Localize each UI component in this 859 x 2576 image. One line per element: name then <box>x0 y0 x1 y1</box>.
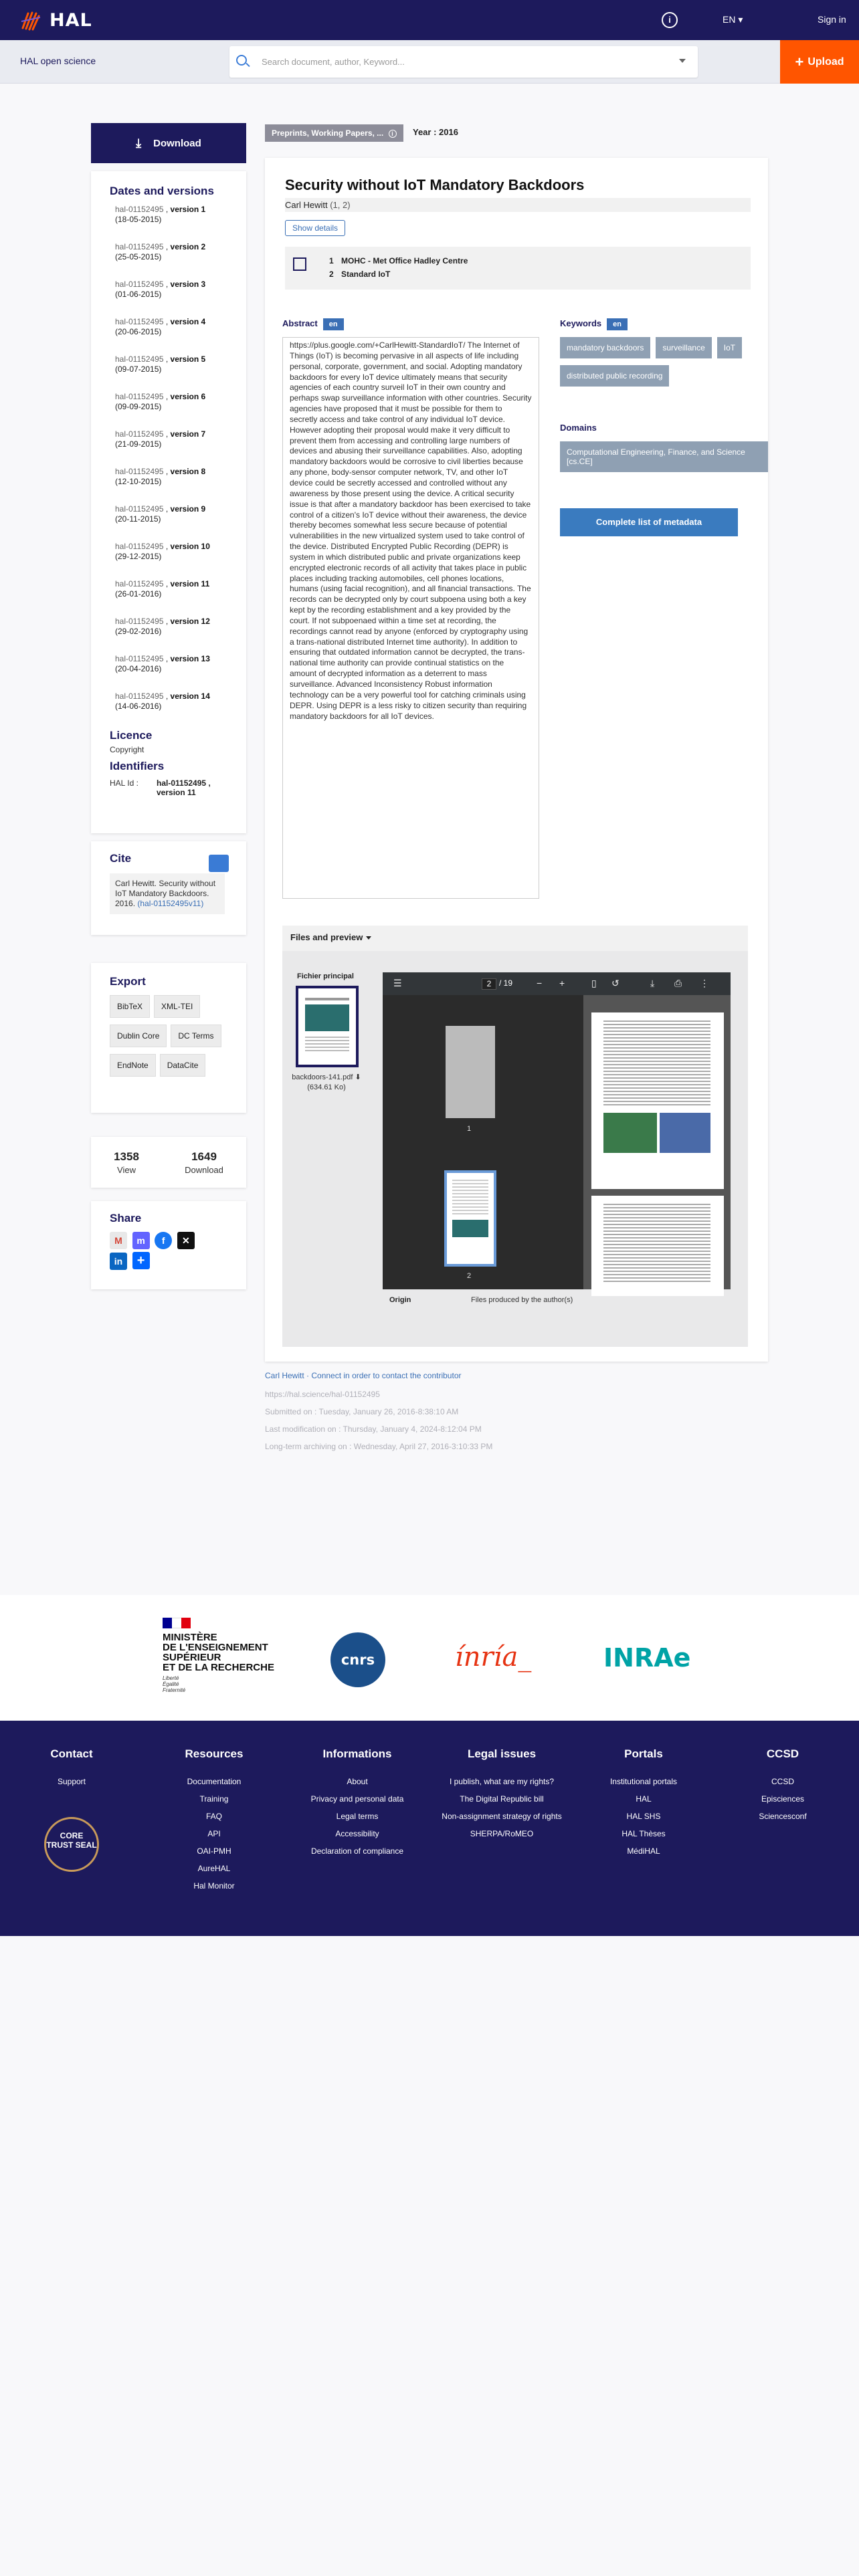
version-number: version 12 <box>170 617 210 626</box>
core-trust-seal-logo[interactable]: CORE TRUST SEAL <box>44 1817 99 1872</box>
citation-link[interactable]: (hal-01152495v11) <box>137 899 204 908</box>
version-number: version 8 <box>170 467 206 476</box>
footer-link[interactable]: HAL <box>636 1794 652 1804</box>
footer-link[interactable]: HAL Thèses <box>622 1829 666 1838</box>
more-share-icon[interactable]: + <box>132 1252 150 1269</box>
versions-list <box>110 205 227 712</box>
version-id[interactable]: hal-01152495 <box>115 691 164 701</box>
thumb-label-1: 1 <box>467 1125 472 1133</box>
affiliation-2[interactable] <box>329 270 390 279</box>
footer-link[interactable]: Hal Monitor <box>193 1881 235 1891</box>
footer-resources <box>161 1747 268 1895</box>
version-id[interactable]: hal-01152495 <box>115 392 164 401</box>
domain-tag[interactable]: Computational Engineering, Finance, and Science [cs.CE] <box>560 441 768 472</box>
ministry-name <box>163 1632 274 1673</box>
copy-icon[interactable] <box>209 855 229 872</box>
version-date: (29-12-2015) <box>115 552 162 561</box>
export-button[interactable]: XML-TEI <box>154 995 200 1018</box>
footer-link[interactable]: Non-assignment strategy of rights <box>442 1812 562 1821</box>
version-date: (26-01-2016) <box>115 589 162 599</box>
footer-link[interactable]: About <box>347 1777 368 1786</box>
portal-name[interactable]: HAL open science <box>20 56 96 66</box>
version-number: version 1 <box>170 205 206 214</box>
version-item[interactable]: hal-01152495 , version 3 (01-06-2015) <box>115 280 206 299</box>
versions-title: Dates and versions <box>110 185 214 197</box>
share-title: Share <box>110 1212 142 1224</box>
download-button[interactable] <box>91 123 246 163</box>
affiliation-name: Standard IoT <box>341 270 391 279</box>
version-number: version 14 <box>170 691 210 701</box>
version-number: version 7 <box>170 429 206 439</box>
keywords-label: Keywords <box>560 318 602 328</box>
facebook-icon[interactable]: f <box>155 1232 172 1249</box>
footer-heading: Informations <box>322 1747 392 1760</box>
files-panel <box>282 951 748 1347</box>
complete-metadata-button[interactable]: Complete list of metadata <box>560 508 738 536</box>
licence-title: Licence <box>110 729 153 742</box>
contributor-line: Carl Hewitt · Connect in order to contact the contributor <box>265 1371 462 1380</box>
site-footer <box>0 1721 859 1936</box>
page-total: / 19 <box>499 978 513 988</box>
motto-line: Fraternité <box>163 1687 186 1693</box>
keywords-list <box>560 337 761 393</box>
ministry-line: SUPÉRIEUR <box>163 1652 221 1663</box>
search-icon[interactable] <box>236 55 247 66</box>
keyword-tag[interactable]: IoT <box>717 337 742 358</box>
footer-link[interactable]: FAQ <box>205 1812 222 1821</box>
export-button[interactable]: Dublin Core <box>110 1025 167 1047</box>
version-id[interactable]: hal-01152495 <box>115 467 164 476</box>
version-number: version 3 <box>170 280 206 289</box>
version-item[interactable]: hal-01152495 , version 12 (29-02-2016) <box>115 617 210 636</box>
identifiers-section <box>110 760 227 798</box>
footer-ccsd <box>736 1747 830 1825</box>
version-id[interactable]: hal-01152495 <box>115 242 164 251</box>
export-button[interactable]: EndNote <box>110 1054 156 1077</box>
version-id[interactable]: hal-01152495 <box>115 617 164 626</box>
files-preview-toggle[interactable]: Files and preview <box>290 932 371 942</box>
mastodon-icon[interactable]: m <box>132 1232 150 1249</box>
thumbnails-pane <box>383 995 583 1289</box>
downloads-count: 1649 <box>191 1150 217 1163</box>
version-date: (25-05-2015) <box>115 252 162 261</box>
version-date: (12-10-2015) <box>115 477 162 486</box>
version-date: (14-06-2016) <box>115 702 162 711</box>
version-item[interactable]: hal-01152495 , version 9 (20-11-2015) <box>115 504 206 524</box>
download-icon: ⤓ <box>136 136 142 150</box>
origin-label: Origin <box>389 1296 411 1304</box>
footer-heading: Legal issues <box>467 1747 537 1760</box>
version-date: (20-06-2015) <box>115 327 162 336</box>
zoom-out-icon[interactable]: − <box>537 978 543 988</box>
authors-line <box>285 198 751 212</box>
zoom-in-icon[interactable]: + <box>559 978 565 988</box>
partners-band <box>0 1595 859 1721</box>
chevron-down-icon[interactable] <box>679 59 686 63</box>
footer-heading: Resources <box>185 1747 244 1760</box>
upload-button[interactable] <box>780 40 859 84</box>
abstract-heading <box>282 318 344 330</box>
sign-in-link[interactable]: Sign in <box>818 14 846 25</box>
modified-date: Last modification on : Thursday, January 4, 2024-8:12:04 PM <box>265 1424 482 1434</box>
motto-line: Égalité <box>163 1681 179 1687</box>
affiliation-1[interactable] <box>329 256 468 265</box>
motto-line: Liberté <box>163 1675 179 1681</box>
ministry-line: DE L'ENSEIGNEMENT <box>163 1642 268 1653</box>
building-icon <box>293 257 306 271</box>
inrae-logo[interactable]: INRAe <box>603 1643 691 1673</box>
page-render <box>591 1012 724 1189</box>
affiliations-box <box>285 247 751 290</box>
footer-link[interactable]: The Digital Republic bill <box>460 1794 544 1804</box>
downloads-stat <box>185 1150 223 1175</box>
footer-link[interactable]: AureHAL <box>197 1864 231 1873</box>
identifiers-title: Identifiers <box>110 760 165 772</box>
citation-body: Carl Hewitt. Security without IoT Mandatory Backdoors. 2016. <box>115 879 216 908</box>
footer-link[interactable]: I publish, what are my rights? <box>449 1777 555 1786</box>
sidebar-toggle-icon[interactable]: ☰ <box>393 978 402 988</box>
submitted-date: Submitted on : Tuesday, January 26, 2016-8:38:10 AM <box>265 1407 459 1416</box>
version-id[interactable]: hal-01152495 <box>115 579 164 588</box>
share-card <box>91 1201 246 1289</box>
version-date: (29-02-2016) <box>115 627 162 636</box>
footer-link[interactable]: Documentation <box>187 1777 242 1786</box>
downloads-label: Download <box>185 1164 223 1175</box>
year-label: Year : 2016 <box>413 127 458 137</box>
portal-bar <box>0 40 859 84</box>
info-icon[interactable]: i <box>662 12 678 28</box>
x-icon[interactable]: ✕ <box>177 1232 195 1249</box>
main-file-label: Fichier principal <box>297 972 354 980</box>
version-item[interactable]: hal-01152495 , version 14 (14-06-2016) <box>115 691 210 711</box>
abstract-label: Abstract <box>282 318 318 328</box>
rotate-icon[interactable]: ↺ <box>611 978 619 988</box>
version-date: (09-07-2015) <box>115 364 162 374</box>
more-options-icon[interactable]: ⋮ <box>700 978 709 988</box>
footer-link[interactable]: Legal terms <box>336 1812 379 1821</box>
citation-text <box>110 873 225 914</box>
caret-down-icon: ▾ <box>738 14 743 25</box>
contact-contributor-link[interactable]: Connect in order to contact the contributor <box>311 1371 462 1380</box>
pdf-download-icon[interactable]: ⤓ <box>650 978 655 988</box>
version-date: (20-11-2015) <box>115 514 161 524</box>
hal-id-value[interactable]: hal-01152495 , version 11 <box>157 778 211 797</box>
hal-id-label: HAL Id : <box>110 778 138 788</box>
author-link[interactable]: Carl Hewitt <box>285 200 328 210</box>
top-navbar <box>0 0 859 40</box>
version-number: version 5 <box>170 354 206 364</box>
footer-link[interactable]: API <box>207 1829 221 1838</box>
footer-informations <box>290 1747 424 1860</box>
abstract-text: https://plus.google.com/+CarlHewitt-StandardIoT/ The Internet of Things (IoT) is becoming pervasive in all aspects of life including personal, corporate, government, and social. Adopting mandatory backdoors for every IoT device ultimately means that security agencies of each country surveil IoT in their own country and perhaps swap surveillance information with other countries. Security agencies have proposed that it must be possible for them to secretly access and take control of any individual IoT device. However adopting their proposal would make it very difficult to prevent them from accessing and controlling large numbers of devices and abusing their surveillance capabilities. Also, adopting mandatory backdoors would be corrosive to civil liberties because any phone, body-sensor computer network, TV, and other IoT device could be secretly accessed and controlled without any awareness by those present using the device. A critical security issue is that after a mandatory backdoor has been exercised to take control of a citizen's IoT device without their awareness, the device thereby becomes somewhat less secure because of potential vulnerabilities in the new virtualized system used to take control of the device. Distributed Encrypted Public Recording (DEPR) is system in which distributed public and private organizations keep encrypted electronic records of all activity that takes place in public places including tracking automobiles, cell phones locations, humans (using facial recognition), and all financial transactions. The records can be decrypted only by court subpoena using both a key kept by the recording establishment and a key provided by the court. If not subpoenaed within a time set at recording, the recordings cannot read by anyone (enforced by cryptography using a trans-national distributed Internet time authority). In addition to ensuring that outdated information cannot be decrypted, the trans-national time authority can provide continual statistics on the amount of decrypted information as a deterrent to mass surveillance. Advanced Inconsistency Robust information technology can be a very powerful tool for catching criminals using DEPR. Using DEPR is a less risky to citizen security than requiring mandatory backdoors for all IoT devices. <box>282 337 539 899</box>
version-item[interactable]: hal-01152495 , version 13 (20-04-2016) <box>115 654 210 673</box>
french-flag-icon <box>163 1618 191 1628</box>
export-button[interactable]: DC Terms <box>171 1025 221 1047</box>
version-date: (21-09-2015) <box>115 439 162 449</box>
footer-portals <box>583 1747 704 1860</box>
version-item[interactable]: hal-01152495 , version 5 (09-07-2015) <box>115 354 206 374</box>
version-date: (20-04-2016) <box>115 664 162 673</box>
version-id[interactable]: hal-01152495 <box>115 280 164 289</box>
document-uri[interactable]: https://hal.science/hal-01152495 <box>265 1390 380 1399</box>
export-card <box>91 963 246 1113</box>
page-thumbnail-1[interactable] <box>446 1026 495 1118</box>
fit-page-icon[interactable]: ▯ <box>591 978 597 988</box>
document-type-label: Preprints, Working Papers, ... <box>272 128 384 138</box>
version-number: version 2 <box>170 242 206 251</box>
plus-icon: + <box>795 53 804 70</box>
version-number: version 10 <box>170 542 210 551</box>
keyword-tag[interactable]: mandatory backdoors <box>560 337 650 358</box>
pdf-toolbar <box>383 972 731 995</box>
version-item[interactable]: hal-01152495 , version 10 (29-12-2015) <box>115 542 210 561</box>
origin-value: Files produced by the author(s) <box>471 1296 573 1304</box>
keywords-heading <box>560 318 628 330</box>
ministry-line: MINISTÈRE <box>163 1632 217 1643</box>
thumb-label-2: 2 <box>467 1272 472 1280</box>
version-id[interactable]: hal-01152495 <box>115 354 164 364</box>
file-name: backdoors-141.pdf <box>292 1073 353 1081</box>
export-formats <box>110 995 227 1083</box>
version-id[interactable]: hal-01152495 <box>115 205 164 214</box>
hal-logo[interactable] <box>19 8 92 32</box>
contributor-name[interactable]: Carl Hewitt <box>265 1371 304 1380</box>
author-affiliations: (1, 2) <box>330 200 351 210</box>
version-item[interactable]: hal-01152495 , version 6 (09-09-2015) <box>115 392 206 411</box>
footer-link[interactable]: MédiHAL <box>627 1846 660 1856</box>
export-button[interactable]: BibTeX <box>110 995 150 1018</box>
ministry-line: ET DE LA RECHERCHE <box>163 1662 274 1673</box>
footer-heading: CCSD <box>766 1747 799 1760</box>
footer-heading: Portals <box>624 1747 663 1760</box>
files-section <box>282 926 748 1347</box>
search-input[interactable] <box>262 54 636 69</box>
footer-link[interactable]: Privacy and personal data <box>310 1794 404 1804</box>
footer-legal <box>421 1747 582 1842</box>
footer-link[interactable]: Institutional portals <box>609 1777 678 1786</box>
file-thumbnail[interactable] <box>296 986 359 1067</box>
cite-card <box>91 841 246 935</box>
footer-link[interactable]: OAI-PMH <box>197 1846 231 1856</box>
search-box <box>229 46 698 78</box>
version-item[interactable]: hal-01152495 , version 8 (12-10-2015) <box>115 467 206 486</box>
show-details-button[interactable]: Show details <box>285 220 345 236</box>
document-title: Security without IoT Mandatory Backdoors <box>285 177 585 193</box>
footer-link[interactable]: Sciencesconf <box>759 1812 807 1821</box>
version-date: (18-05-2015) <box>115 215 162 224</box>
views-count: 1358 <box>114 1150 139 1163</box>
footer-link[interactable]: Support <box>57 1777 86 1786</box>
cnrs-logo[interactable]: cnrs <box>330 1632 385 1687</box>
page-number-input[interactable]: 2 <box>482 978 496 990</box>
version-item[interactable]: hal-01152495 , version 1 (18-05-2015) <box>115 205 206 224</box>
gmail-icon[interactable]: M <box>110 1232 127 1249</box>
keywords-lang-badge[interactable]: en <box>607 318 628 330</box>
logo-text: HAL <box>50 9 92 31</box>
affiliation-number: 2 <box>329 270 334 279</box>
stats-card <box>91 1137 246 1188</box>
footer-heading: Contact <box>50 1747 93 1760</box>
footer-link[interactable]: CCSD <box>771 1777 794 1786</box>
download-label: Download <box>153 137 201 149</box>
footer-link[interactable]: Training <box>199 1794 229 1804</box>
print-icon[interactable]: ⎙ <box>674 978 682 988</box>
info-circle-icon[interactable]: i <box>389 130 397 138</box>
page-render-next <box>591 1196 724 1296</box>
ministry-logo[interactable] <box>163 1618 274 1693</box>
footer-link[interactable]: Episciences <box>761 1794 805 1804</box>
views-stat <box>114 1150 139 1175</box>
pdf-viewer[interactable] <box>383 972 731 1289</box>
version-id[interactable]: hal-01152495 <box>115 654 164 663</box>
ministry-motto <box>163 1675 274 1693</box>
version-number: version 11 <box>170 579 210 588</box>
version-item[interactable]: hal-01152495 , version 2 (25-05-2015) <box>115 242 206 261</box>
version-id[interactable]: hal-01152495 <box>115 504 164 514</box>
inria-logo[interactable]: ínría_ <box>455 1642 532 1673</box>
language-label: EN <box>723 14 736 25</box>
language-selector[interactable] <box>723 14 743 25</box>
version-number: version 9 <box>170 504 206 514</box>
version-number: version 6 <box>170 392 206 401</box>
version-date: (09-09-2015) <box>115 402 162 411</box>
version-date: (01-06-2015) <box>115 290 162 299</box>
footer-link[interactable]: Accessibility <box>335 1829 379 1838</box>
abstract-lang-badge[interactable]: en <box>323 318 344 330</box>
file-info[interactable] <box>286 1073 367 1093</box>
hal-logo-icon <box>19 8 43 32</box>
cite-title: Cite <box>110 852 132 865</box>
footer-link[interactable]: Declaration of compliance <box>310 1846 404 1856</box>
document-card <box>265 158 768 1362</box>
download-small-icon: ⬇ <box>355 1073 361 1081</box>
version-number: version 4 <box>170 317 206 326</box>
version-item[interactable]: hal-01152495 , version 11 (26-01-2016) <box>115 579 210 599</box>
version-id[interactable]: hal-01152495 <box>115 542 164 551</box>
archived-date: Long-term archiving on : Wednesday, April 27, 2016-3:10:33 PM <box>265 1442 493 1451</box>
keyword-tag[interactable]: distributed public recording <box>560 365 669 387</box>
export-button[interactable]: DataCite <box>160 1054 206 1077</box>
version-number: version 13 <box>170 654 210 663</box>
keyword-tag[interactable]: surveillance <box>656 337 711 358</box>
page-view <box>583 995 731 1289</box>
versions-card <box>91 171 246 833</box>
footer-contact <box>27 1747 116 1790</box>
footer-link[interactable]: SHERPA/RoMEO <box>470 1829 534 1838</box>
version-item[interactable]: hal-01152495 , version 4 (20-06-2015) <box>115 317 206 336</box>
file-size: (634.61 Ko) <box>307 1083 346 1091</box>
domains-label: Domains <box>560 423 597 433</box>
version-id[interactable]: hal-01152495 <box>115 317 164 326</box>
version-item[interactable]: hal-01152495 , version 7 (21-09-2015) <box>115 429 206 449</box>
upload-label: Upload <box>807 56 844 68</box>
page-thumbnail-2[interactable] <box>444 1170 496 1267</box>
affiliation-number: 1 <box>329 256 334 265</box>
version-id[interactable]: hal-01152495 <box>115 429 164 439</box>
document-type-tag <box>265 124 403 142</box>
views-label: View <box>117 1164 136 1175</box>
affiliation-name: MOHC - Met Office Hadley Centre <box>341 256 468 265</box>
licence-value: Copyright <box>110 745 145 754</box>
linkedin-icon[interactable]: in <box>110 1253 127 1270</box>
export-title: Export <box>110 975 146 988</box>
footer-link[interactable]: HAL SHS <box>626 1812 661 1821</box>
